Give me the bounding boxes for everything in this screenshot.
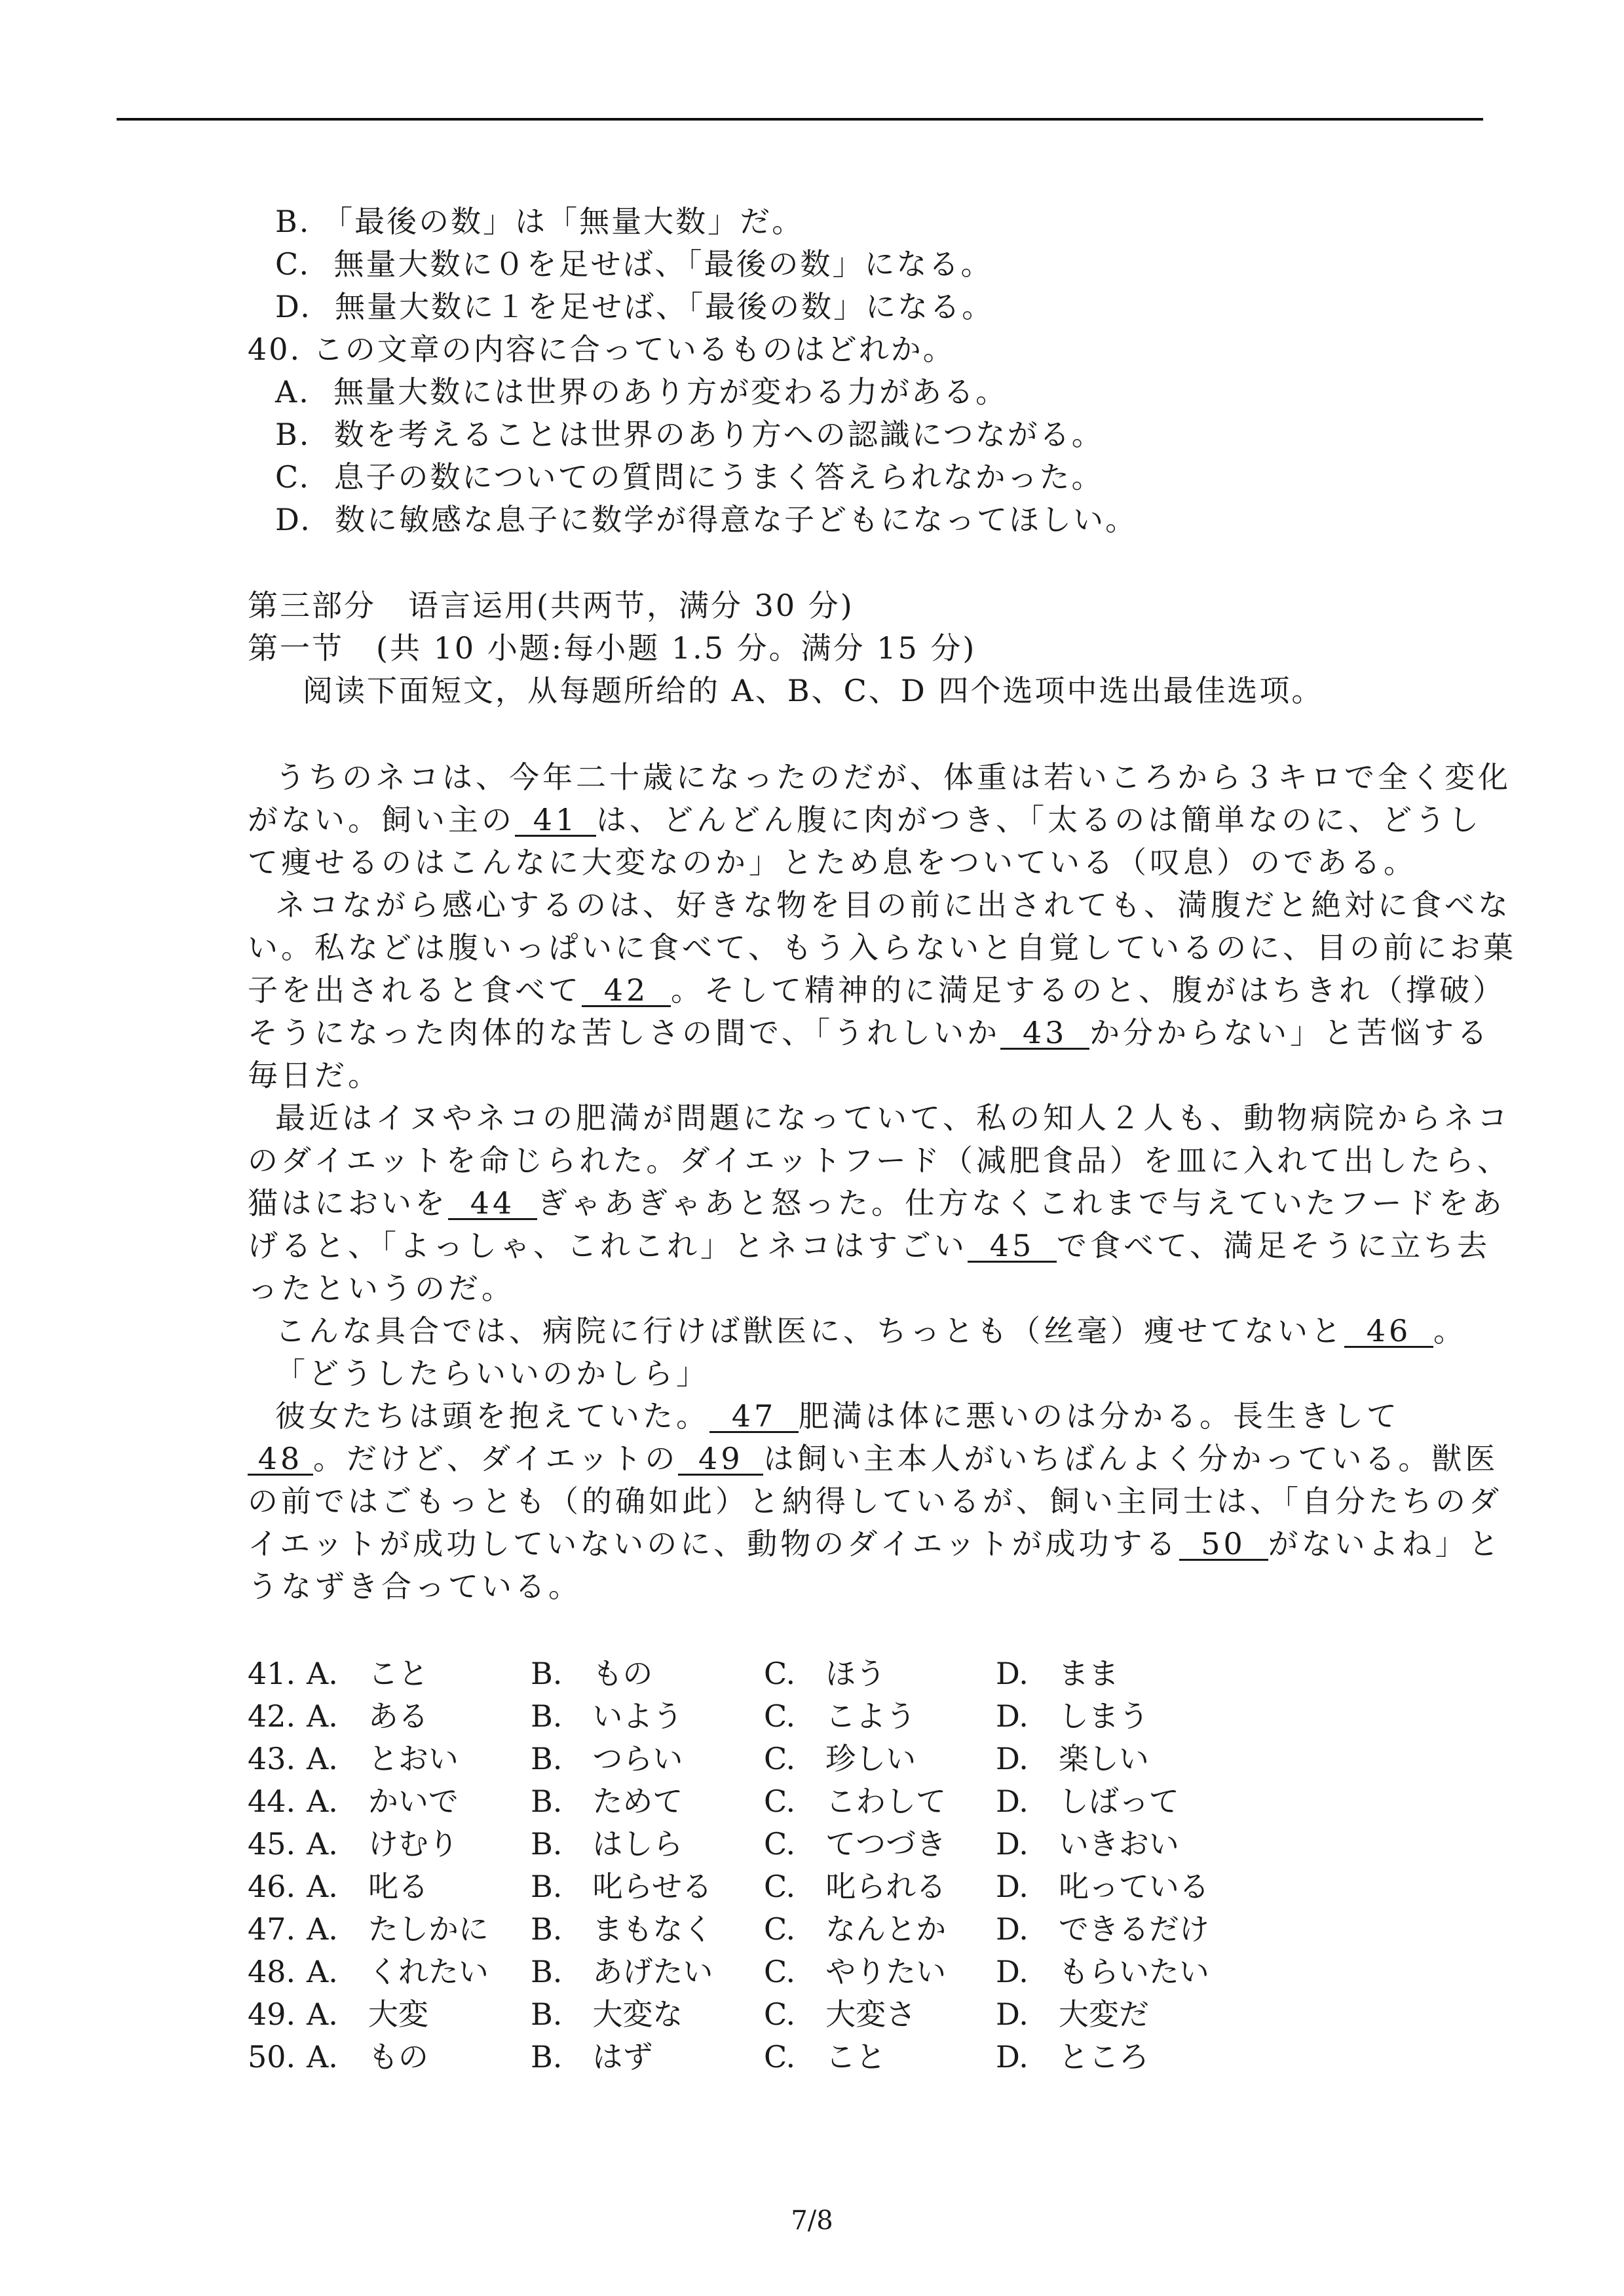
passage-line: の前ではごもっとも（的确如此）と納得しているが、飼い主同士は、「自分たちのダ: [248, 1483, 1502, 1519]
blank-45: 45: [968, 1231, 1057, 1263]
blank-46: 46: [1344, 1316, 1433, 1348]
passage-line: イエットが成功していないのに、動物のダイエットが成功する 50 がないよね」と: [248, 1526, 1502, 1561]
passage-line: うちのネコは、今年二十歳になったのだが、体重は若いころから３キロで全く変化: [275, 759, 1511, 795]
passage-line: 毎日だ。: [248, 1058, 381, 1093]
q40-option-c: C. 息子の数についての質問にうまく答えられなかった。: [275, 459, 1104, 495]
passage-line: げると、「よっしゃ、これこれ」とネコはすごい 45 で食べて、満足そうに立ち去: [248, 1228, 1491, 1263]
blank-42: 42: [582, 975, 671, 1007]
passage-line: 猫はにおいを 44 ぎゃあぎゃあと怒った。仕方なくこれまで与えていたフードをあ: [248, 1185, 1505, 1221]
section-instruction: 阅读下面短文，从每题所给的 A、B、C、D 四个选项中选出最佳选项。: [303, 673, 1324, 708]
blank-48: 48: [248, 1444, 313, 1476]
q39-option-d: D. 無量大数に１を足せば、「最後の数」になる。: [275, 289, 994, 324]
q40-stem: 40. この文章の内容に合っているものはどれか。: [248, 332, 955, 367]
header-rule: [117, 118, 1483, 121]
blank-43: 43: [1000, 1018, 1089, 1050]
blank-41: 41: [515, 805, 596, 837]
passage-line: のダイエットを命じられた。ダイエットフード（减肥食品）を皿に入れて出したら、: [248, 1143, 1511, 1178]
passage-line: て痩せるのはこんなに大変なのか」とため息をついている（叹息）のである。: [248, 845, 1417, 880]
q40-option-b: B. 数を考えることは世界のあり方への認識につながる。: [275, 417, 1104, 452]
q40-option-d: D. 数に敏感な息子に数学が得意な子どもになってほしい。: [275, 502, 1138, 537]
passage-line: そうになった肉体的な苦しさの間で、「うれしいか 43 か分からない」と苦悩する: [248, 1015, 1491, 1050]
passage-line: い。私などは腹いっぱいに食べて、もう入らないと自覚しているのに、目の前にお菓: [248, 930, 1517, 965]
passage-line: 彼女たちは頭を抱えていた。 47 肥満は体に悪いのは分かる。長生きして: [275, 1398, 1400, 1434]
passage-line: がない。飼い主の 41 は、どんどん腹に肉がつき、「太るのは簡単なのに、どうし: [248, 802, 1482, 837]
q39-option-c: C. 無量大数に０を足せば、「最後の数」になる。: [275, 246, 993, 282]
passage-line: ネコながら感心するのは、好きな物を目の前に出されても、満腹だと絶対に食べな: [275, 887, 1511, 923]
q39-option-b: B. 「最後の数」は「無量大数」だ。: [275, 204, 804, 239]
passage-line: うなずき合っている。: [248, 1569, 582, 1604]
passage-line: 子を出されると食べて 42 。そして精神的に満足するのと、腹がはちきれ（撑破）: [248, 972, 1506, 1008]
passage-line: 48 。だけど、ダイエットの 49 は飼い主本人がいちばんよく分かっている。獣医: [248, 1440, 1498, 1477]
passage-line: こんな具合では、病院に行けば獣医に、ちっとも（丝毫）痩せてないと 46 。: [275, 1313, 1467, 1349]
blank-44: 44: [448, 1188, 537, 1220]
blank-50: 50: [1179, 1529, 1268, 1561]
q40-option-a: A. 無量大数には世界のあり方が変わる力がある。: [275, 374, 1008, 410]
part-title: 第三部分 语言运用(共两节，满分 30 分): [248, 588, 854, 623]
page-number: 7/8: [791, 2206, 833, 2236]
blank-47: 47: [709, 1401, 799, 1433]
blank-49: 49: [678, 1444, 763, 1476]
passage-line: ったというのだ。: [248, 1271, 515, 1306]
passage-line: 最近はイヌやネコの肥満が問題になっていて、私の知人２人も、動物病院からネコ: [275, 1100, 1511, 1136]
section-title: 第一节 (共 10 小题:每小题 1.5 分。满分 15 分): [248, 630, 977, 666]
passage-line: 「どうしたらいいのかしら」: [275, 1356, 709, 1391]
